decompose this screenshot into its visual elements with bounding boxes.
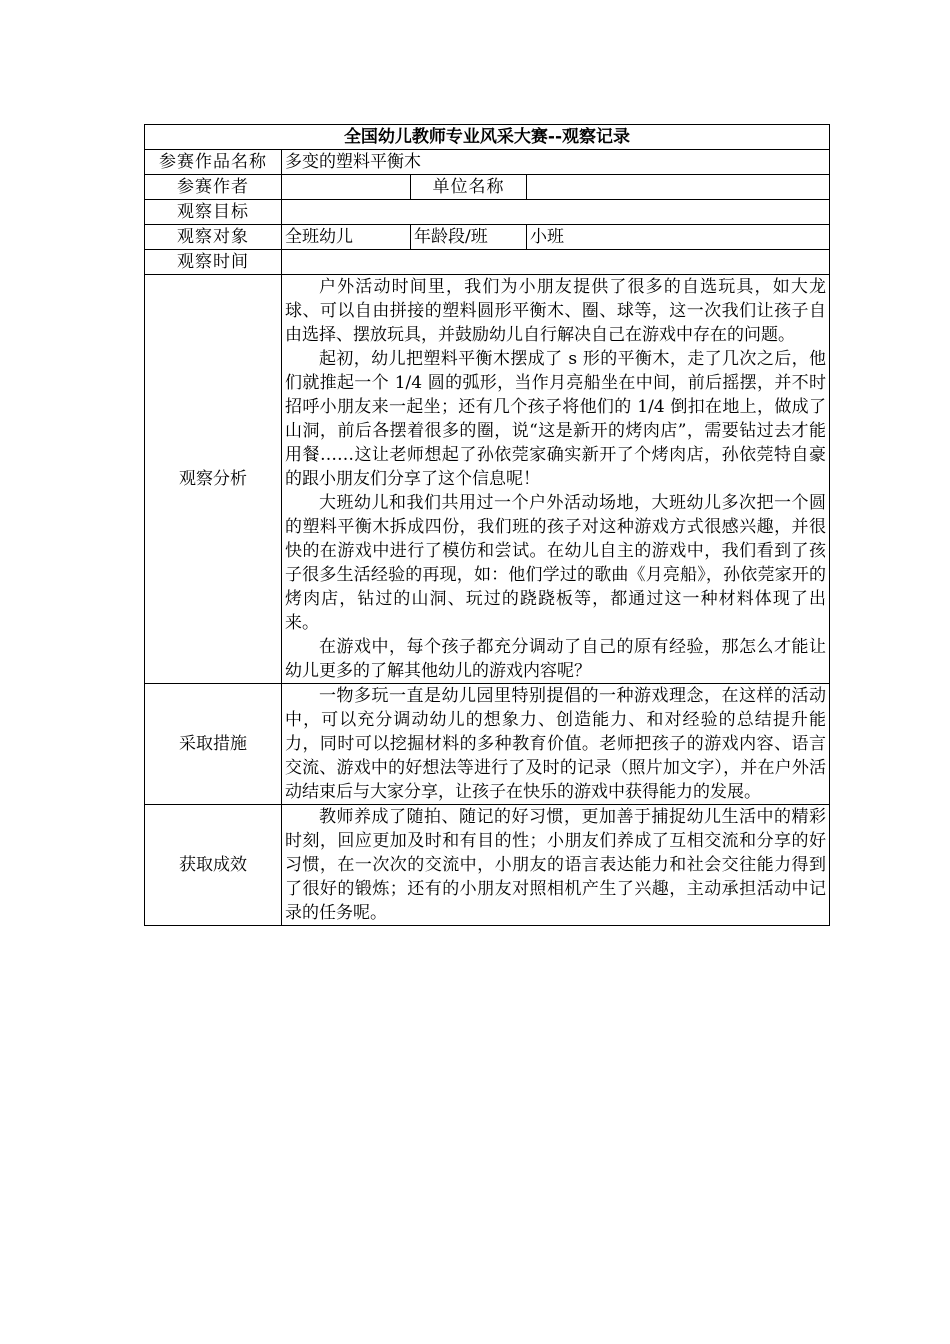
document-title: 全国幼儿教师专业风采大赛--观察记录	[145, 125, 830, 150]
results-row	[145, 805, 830, 926]
analysis-label: 观察分析	[145, 275, 282, 684]
results-content	[282, 805, 830, 926]
results-paragraph: 教师养成了随拍、随记的好习惯，更加善于捕捉幼儿生活中的精彩时刻，回应更加及时和有目的性；小朋友们养成了互相交流和分享的好习惯，在一次次的交流中，小朋友的语言表达能力和社会交往能力得到了很好的锻炼；还有的小朋友对照相机产生了兴趣，主动承担活动中记录的任务呢。	[285, 807, 826, 923]
measures-row	[145, 684, 830, 805]
subject-value: 全班幼儿	[282, 225, 411, 250]
author-label: 参赛作者	[145, 175, 282, 200]
analysis-content	[282, 275, 830, 684]
title-row	[145, 125, 830, 150]
observation-record-table	[144, 124, 830, 926]
goal-value	[282, 200, 830, 225]
time-row	[145, 250, 830, 275]
unit-name-label: 单位名称	[411, 175, 527, 200]
unit-name-value	[527, 175, 830, 200]
measures-paragraph: 一物多玩一直是幼儿园里特别提倡的一种游戏理念，在这样的活动中，可以充分调动幼儿的想象力、创造能力、和对经验的总结提升能力，同时可以挖掘材料的多种教育价值。老师把孩子的游戏内容、语言交流、游戏中的好想法等进行了及时的记录（照片加文字），并在户外活动结束后与大家分享，让孩子在快乐的游戏中获得能力的发展。	[285, 686, 826, 802]
analysis-paragraph: 在游戏中，每个孩子都充分调动了自己的原有经验，那怎么才能让幼儿更多的了解其他幼儿的游戏内容呢？	[285, 637, 826, 681]
grade-value: 小班	[527, 225, 830, 250]
goal-row	[145, 200, 830, 225]
author-row	[145, 175, 830, 200]
analysis-paragraph: 户外活动时间里，我们为小朋友提供了很多的自选玩具，如大龙球、可以自由拼接的塑料圆形平衡木、圈、球等，这一次我们让孩子自由选择、摆放玩具，并鼓励幼儿自行解决自己在游戏中存在的问题。	[285, 277, 826, 345]
work-name-row	[145, 150, 830, 175]
measures-label: 采取措施	[145, 684, 282, 805]
observation-record-document	[144, 124, 829, 926]
analysis-paragraph: 起初，幼儿把塑料平衡木摆成了 s 形的平衡木，走了几次之后，他们就推起一个 1/4 圆的弧形，当作月亮船坐在中间，前后摇摆，并不时招呼小朋友来一起坐；还有几个孩子将他们的 1/4 倒扣在地上，做成了山洞，前后各摆着很多的圈，说“这是新开的烤肉店”，需要钻过去才能用餐……这让老师想起了孙依莞家确实新开了个烤肉店，孙依莞特自豪的跟小朋友们分享了这个信息呢！	[285, 349, 826, 489]
time-value	[282, 250, 830, 275]
analysis-paragraph: 大班幼儿和我们共用过一个户外活动场地，大班幼儿多次把一个圆的塑料平衡木拆成四份，我们班的孩子对这种游戏方式很感兴趣，并很快的在游戏中进行了模仿和尝试。在幼儿自主的游戏中，我们看到了孩子很多生活经验的再现，如：他们学过的歌曲《月亮船》，孙依莞家开的烤肉店，钻过的山洞、玩过的跷跷板等，都通过这一种材料体现了出来。	[285, 493, 826, 633]
time-label: 观察时间	[145, 250, 282, 275]
work-name-label: 参赛作品名称	[145, 150, 282, 175]
analysis-row	[145, 275, 830, 684]
work-name-value: 多变的塑料平衡木	[282, 150, 830, 175]
measures-content	[282, 684, 830, 805]
subject-row	[145, 225, 830, 250]
grade-label: 年龄段/班	[411, 225, 527, 250]
results-label: 获取成效	[145, 805, 282, 926]
goal-label: 观察目标	[145, 200, 282, 225]
author-value	[282, 175, 411, 200]
subject-label: 观察对象	[145, 225, 282, 250]
